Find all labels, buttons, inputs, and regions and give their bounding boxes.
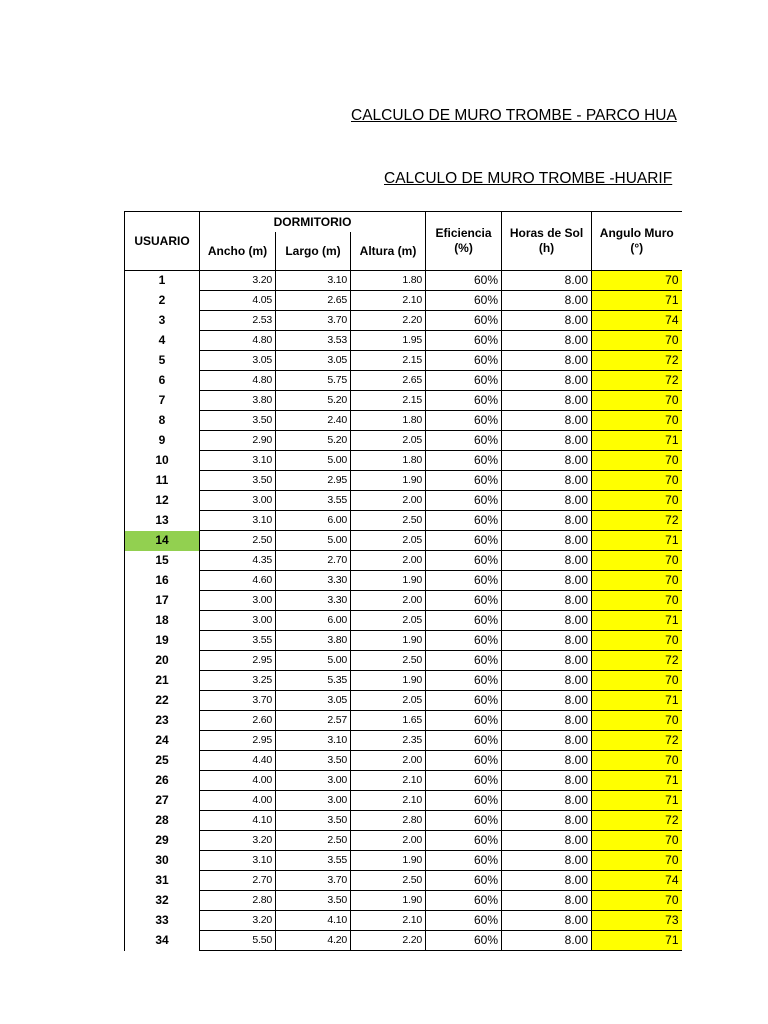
- cell-eficiencia[interactable]: 60%: [426, 911, 502, 931]
- cell-largo[interactable]: 4.10: [276, 911, 351, 931]
- cell-eficiencia[interactable]: 60%: [426, 891, 502, 911]
- table-row: [125, 491, 682, 511]
- cell-largo[interactable]: 6.00: [276, 611, 351, 631]
- cell-ancho[interactable]: 3.05: [200, 351, 276, 371]
- cell-angulo[interactable]: 71: [592, 771, 682, 791]
- cell-angulo[interactable]: 73: [592, 911, 682, 931]
- cell-horas[interactable]: 8.00: [502, 411, 592, 431]
- cell-horas[interactable]: 8.00: [502, 371, 592, 391]
- cell-altura[interactable]: 2.20: [351, 931, 426, 951]
- cell-usuario[interactable]: 8: [125, 411, 200, 431]
- cell-horas[interactable]: 8.00: [502, 751, 592, 771]
- cell-angulo[interactable]: 72: [592, 511, 682, 531]
- table-row: [125, 631, 682, 651]
- cell-horas[interactable]: 8.00: [502, 791, 592, 811]
- cell-angulo[interactable]: 70: [592, 411, 682, 431]
- cell-largo[interactable]: 3.00: [276, 791, 351, 811]
- cell-angulo[interactable]: 70: [592, 751, 682, 771]
- cell-largo[interactable]: 4.20: [276, 931, 351, 951]
- cell-ancho[interactable]: 3.50: [200, 411, 276, 431]
- cell-horas[interactable]: 8.00: [502, 671, 592, 691]
- table-row: [125, 591, 682, 611]
- cell-angulo[interactable]: 71: [592, 291, 682, 311]
- cell-angulo[interactable]: 74: [592, 871, 682, 891]
- cell-eficiencia[interactable]: 60%: [426, 731, 502, 751]
- table-row: [125, 791, 682, 811]
- header-usuario[interactable]: USUARIO: [125, 212, 200, 271]
- cell-largo[interactable]: 2.65: [276, 291, 351, 311]
- table-row: [125, 311, 682, 331]
- cell-altura[interactable]: 2.05: [351, 611, 426, 631]
- table-row: [125, 771, 682, 791]
- cell-usuario[interactable]: 34: [125, 931, 200, 951]
- table-row: [125, 271, 682, 291]
- table-row: [125, 711, 682, 731]
- header-dormitorio[interactable]: DORMITORIO: [200, 212, 426, 233]
- cell-angulo[interactable]: 70: [592, 451, 682, 471]
- cell-ancho[interactable]: 4.60: [200, 571, 276, 591]
- cell-ancho[interactable]: 4.00: [200, 791, 276, 811]
- table-row: [125, 551, 682, 571]
- cell-eficiencia[interactable]: 60%: [426, 331, 502, 351]
- cell-angulo[interactable]: 72: [592, 651, 682, 671]
- cell-horas[interactable]: 8.00: [502, 871, 592, 891]
- table-row: [125, 811, 682, 831]
- cell-angulo[interactable]: 71: [592, 431, 682, 451]
- cell-ancho[interactable]: 4.05: [200, 291, 276, 311]
- table-row: [125, 911, 682, 931]
- cell-ancho[interactable]: 3.10: [200, 851, 276, 871]
- cell-largo[interactable]: 2.70: [276, 551, 351, 571]
- cell-largo[interactable]: 3.30: [276, 571, 351, 591]
- cell-ancho[interactable]: 3.20: [200, 271, 276, 291]
- cell-largo[interactable]: 3.80: [276, 631, 351, 651]
- cell-horas[interactable]: 8.00: [502, 771, 592, 791]
- cell-ancho[interactable]: 3.70: [200, 691, 276, 711]
- cell-altura[interactable]: 2.20: [351, 311, 426, 331]
- cell-largo[interactable]: 5.20: [276, 391, 351, 411]
- cell-usuario[interactable]: 21: [125, 671, 200, 691]
- cell-usuario[interactable]: 12: [125, 491, 200, 511]
- cell-largo[interactable]: 5.00: [276, 531, 351, 551]
- cell-ancho[interactable]: 3.00: [200, 591, 276, 611]
- cell-usuario[interactable]: 19: [125, 631, 200, 651]
- cell-eficiencia[interactable]: 60%: [426, 411, 502, 431]
- cell-usuario[interactable]: 1: [125, 271, 200, 291]
- cell-largo[interactable]: 3.53: [276, 331, 351, 351]
- cell-ancho[interactable]: 3.80: [200, 391, 276, 411]
- cell-largo[interactable]: 5.00: [276, 451, 351, 471]
- cell-altura[interactable]: 2.10: [351, 291, 426, 311]
- cell-horas[interactable]: 8.00: [502, 911, 592, 931]
- cell-angulo[interactable]: 70: [592, 391, 682, 411]
- cell-altura[interactable]: 2.00: [351, 751, 426, 771]
- cell-usuario[interactable]: 18: [125, 611, 200, 631]
- cell-eficiencia[interactable]: 60%: [426, 771, 502, 791]
- table-row: [125, 871, 682, 891]
- table-row: [125, 731, 682, 751]
- cell-angulo[interactable]: 70: [592, 571, 682, 591]
- table-row: [125, 831, 682, 851]
- cell-altura[interactable]: 1.90: [351, 471, 426, 491]
- cell-angulo[interactable]: 70: [592, 831, 682, 851]
- cell-eficiencia[interactable]: 60%: [426, 471, 502, 491]
- table-row: [125, 431, 682, 451]
- cell-eficiencia[interactable]: 60%: [426, 271, 502, 291]
- cell-horas[interactable]: 8.00: [502, 571, 592, 591]
- header-angulo-muro[interactable]: Angulo Muro (°): [592, 212, 682, 271]
- cell-altura[interactable]: 1.90: [351, 671, 426, 691]
- cell-usuario[interactable]: 22: [125, 691, 200, 711]
- cell-horas[interactable]: 8.00: [502, 931, 592, 951]
- cell-ancho[interactable]: 3.25: [200, 671, 276, 691]
- cell-usuario[interactable]: 2: [125, 291, 200, 311]
- cell-largo[interactable]: 3.70: [276, 311, 351, 331]
- cell-largo[interactable]: 3.05: [276, 691, 351, 711]
- table-row: [125, 331, 682, 351]
- cell-angulo[interactable]: 70: [592, 331, 682, 351]
- cell-usuario[interactable]: 24: [125, 731, 200, 751]
- cell-altura[interactable]: 2.65: [351, 371, 426, 391]
- cell-ancho[interactable]: 3.20: [200, 831, 276, 851]
- cell-angulo[interactable]: 71: [592, 531, 682, 551]
- cell-horas[interactable]: 8.00: [502, 811, 592, 831]
- table-row: [125, 531, 682, 551]
- cell-ancho[interactable]: 4.80: [200, 331, 276, 351]
- cell-horas[interactable]: 8.00: [502, 291, 592, 311]
- cell-eficiencia[interactable]: 60%: [426, 391, 502, 411]
- cell-angulo[interactable]: 70: [592, 271, 682, 291]
- cell-usuario[interactable]: 11: [125, 471, 200, 491]
- cell-angulo[interactable]: 70: [592, 591, 682, 611]
- cell-eficiencia[interactable]: 60%: [426, 691, 502, 711]
- cell-altura[interactable]: 1.90: [351, 891, 426, 911]
- cell-ancho[interactable]: 3.00: [200, 491, 276, 511]
- cell-ancho[interactable]: 4.80: [200, 371, 276, 391]
- cell-usuario[interactable]: 10: [125, 451, 200, 471]
- cell-eficiencia[interactable]: 60%: [426, 931, 502, 951]
- cell-altura[interactable]: 2.00: [351, 831, 426, 851]
- cell-usuario[interactable]: 28: [125, 811, 200, 831]
- table-row: [125, 511, 682, 531]
- cell-usuario[interactable]: 17: [125, 591, 200, 611]
- cell-eficiencia[interactable]: 60%: [426, 851, 502, 871]
- cell-angulo[interactable]: 74: [592, 311, 682, 331]
- table-row: [125, 651, 682, 671]
- cell-angulo[interactable]: 72: [592, 811, 682, 831]
- cell-horas[interactable]: 8.00: [502, 611, 592, 631]
- cell-angulo[interactable]: 72: [592, 371, 682, 391]
- sheet-subtitle: CALCULO DE MURO TROMBE -HUARIF: [384, 170, 673, 187]
- cell-altura[interactable]: 2.50: [351, 871, 426, 891]
- cell-horas[interactable]: 8.00: [502, 551, 592, 571]
- cell-horas[interactable]: 8.00: [502, 531, 592, 551]
- cell-eficiencia[interactable]: 60%: [426, 871, 502, 891]
- cell-largo[interactable]: 5.75: [276, 371, 351, 391]
- cell-usuario[interactable]: 13: [125, 511, 200, 531]
- cell-altura[interactable]: 2.50: [351, 651, 426, 671]
- cell-eficiencia[interactable]: 60%: [426, 591, 502, 611]
- cell-altura[interactable]: 2.15: [351, 391, 426, 411]
- cell-horas[interactable]: 8.00: [502, 631, 592, 651]
- cell-altura[interactable]: 2.05: [351, 431, 426, 451]
- cell-largo[interactable]: 6.00: [276, 511, 351, 531]
- table-row: [125, 391, 682, 411]
- cell-usuario[interactable]: 7: [125, 391, 200, 411]
- cell-eficiencia[interactable]: 60%: [426, 291, 502, 311]
- table-body: [125, 271, 682, 951]
- cell-eficiencia[interactable]: 60%: [426, 791, 502, 811]
- cell-eficiencia[interactable]: 60%: [426, 751, 502, 771]
- table-row: [125, 291, 682, 311]
- cell-angulo[interactable]: 70: [592, 631, 682, 651]
- cell-ancho[interactable]: 4.10: [200, 811, 276, 831]
- cell-largo[interactable]: 5.35: [276, 671, 351, 691]
- cell-largo[interactable]: 2.95: [276, 471, 351, 491]
- table-row: [125, 671, 682, 691]
- cell-usuario[interactable]: 30: [125, 851, 200, 871]
- cell-altura[interactable]: 1.80: [351, 411, 426, 431]
- cell-eficiencia[interactable]: 60%: [426, 711, 502, 731]
- cell-horas[interactable]: 8.00: [502, 831, 592, 851]
- table-row: [125, 371, 682, 391]
- table-row: [125, 471, 682, 491]
- cell-usuario[interactable]: 33: [125, 911, 200, 931]
- table-row: [125, 451, 682, 471]
- cell-angulo[interactable]: 71: [592, 791, 682, 811]
- cell-altura[interactable]: 2.80: [351, 811, 426, 831]
- cell-ancho[interactable]: 2.95: [200, 651, 276, 671]
- cell-altura[interactable]: 2.00: [351, 551, 426, 571]
- cell-ancho[interactable]: 2.53: [200, 311, 276, 331]
- cell-usuario[interactable]: 23: [125, 711, 200, 731]
- cell-usuario[interactable]: 5: [125, 351, 200, 371]
- cell-largo[interactable]: 3.05: [276, 351, 351, 371]
- cell-ancho[interactable]: 2.90: [200, 431, 276, 451]
- cell-altura[interactable]: 2.35: [351, 731, 426, 751]
- cell-usuario[interactable]: 31: [125, 871, 200, 891]
- cell-altura[interactable]: 1.95: [351, 331, 426, 351]
- cell-altura[interactable]: 2.10: [351, 911, 426, 931]
- cell-eficiencia[interactable]: 60%: [426, 571, 502, 591]
- cell-ancho[interactable]: 4.40: [200, 751, 276, 771]
- cell-eficiencia[interactable]: 60%: [426, 811, 502, 831]
- table-row: [125, 411, 682, 431]
- cell-horas[interactable]: 8.00: [502, 431, 592, 451]
- table-row: [125, 891, 682, 911]
- cell-eficiencia[interactable]: 60%: [426, 531, 502, 551]
- cell-altura[interactable]: 2.10: [351, 771, 426, 791]
- cell-ancho[interactable]: 3.10: [200, 511, 276, 531]
- cell-largo[interactable]: 3.50: [276, 751, 351, 771]
- sheet-title: CALCULO DE MURO TROMBE - PARCO HUA: [351, 107, 677, 124]
- cell-usuario[interactable]: 26: [125, 771, 200, 791]
- cell-horas[interactable]: 8.00: [502, 651, 592, 671]
- cell-horas[interactable]: 8.00: [502, 491, 592, 511]
- cell-altura[interactable]: 2.05: [351, 531, 426, 551]
- cell-ancho[interactable]: 3.50: [200, 471, 276, 491]
- cell-largo[interactable]: 3.55: [276, 851, 351, 871]
- table-row: [125, 851, 682, 871]
- cell-ancho[interactable]: 4.00: [200, 771, 276, 791]
- cell-angulo[interactable]: 71: [592, 611, 682, 631]
- table-row: [125, 571, 682, 591]
- cell-largo[interactable]: 2.57: [276, 711, 351, 731]
- cell-horas[interactable]: 8.00: [502, 891, 592, 911]
- cell-eficiencia[interactable]: 60%: [426, 371, 502, 391]
- cell-largo[interactable]: 2.50: [276, 831, 351, 851]
- cell-usuario[interactable]: 4: [125, 331, 200, 351]
- cell-altura[interactable]: 2.10: [351, 791, 426, 811]
- cell-angulo[interactable]: 70: [592, 551, 682, 571]
- cell-usuario[interactable]: 20: [125, 651, 200, 671]
- cell-largo[interactable]: 3.70: [276, 871, 351, 891]
- cell-horas[interactable]: 8.00: [502, 471, 592, 491]
- cell-angulo[interactable]: 70: [592, 471, 682, 491]
- cell-horas[interactable]: 8.00: [502, 311, 592, 331]
- cell-ancho[interactable]: 3.55: [200, 631, 276, 651]
- cell-altura[interactable]: 2.00: [351, 491, 426, 511]
- cell-eficiencia[interactable]: 60%: [426, 611, 502, 631]
- cell-horas[interactable]: 8.00: [502, 591, 592, 611]
- cell-eficiencia[interactable]: 60%: [426, 671, 502, 691]
- header-ancho[interactable]: Ancho (m): [200, 232, 276, 271]
- cell-usuario[interactable]: 25: [125, 751, 200, 771]
- cell-ancho[interactable]: 4.35: [200, 551, 276, 571]
- cell-usuario[interactable]: 6: [125, 371, 200, 391]
- cell-ancho[interactable]: 3.20: [200, 911, 276, 931]
- cell-eficiencia[interactable]: 60%: [426, 551, 502, 571]
- cell-usuario[interactable]: 3: [125, 311, 200, 331]
- cell-horas[interactable]: 8.00: [502, 391, 592, 411]
- cell-eficiencia[interactable]: 60%: [426, 451, 502, 471]
- cell-usuario[interactable]: 15: [125, 551, 200, 571]
- cell-eficiencia[interactable]: 60%: [426, 831, 502, 851]
- header-largo[interactable]: Largo (m): [276, 232, 351, 271]
- cell-horas[interactable]: 8.00: [502, 511, 592, 531]
- table-row: [125, 691, 682, 711]
- cell-largo[interactable]: 3.10: [276, 731, 351, 751]
- cell-angulo[interactable]: 70: [592, 671, 682, 691]
- header-eficiencia[interactable]: Eficiencia (%): [426, 212, 502, 271]
- header-horas-de-sol[interactable]: Horas de Sol (h): [502, 212, 592, 271]
- cell-ancho[interactable]: 2.95: [200, 731, 276, 751]
- cell-altura[interactable]: 1.90: [351, 851, 426, 871]
- cell-horas[interactable]: 8.00: [502, 331, 592, 351]
- cell-usuario[interactable]: 9: [125, 431, 200, 451]
- cell-largo[interactable]: 3.55: [276, 491, 351, 511]
- cell-ancho[interactable]: 2.60: [200, 711, 276, 731]
- cell-horas[interactable]: 8.00: [502, 351, 592, 371]
- cell-horas[interactable]: 8.00: [502, 691, 592, 711]
- cell-angulo[interactable]: 70: [592, 711, 682, 731]
- cell-horas[interactable]: 8.00: [502, 451, 592, 471]
- cell-largo[interactable]: 3.50: [276, 811, 351, 831]
- cell-largo[interactable]: 5.20: [276, 431, 351, 451]
- cell-altura[interactable]: 2.05: [351, 691, 426, 711]
- cell-eficiencia[interactable]: 60%: [426, 491, 502, 511]
- cell-eficiencia[interactable]: 60%: [426, 631, 502, 651]
- cell-angulo[interactable]: 72: [592, 731, 682, 751]
- cell-altura[interactable]: 2.15: [351, 351, 426, 371]
- cell-altura[interactable]: 1.90: [351, 571, 426, 591]
- cell-horas[interactable]: 8.00: [502, 731, 592, 751]
- table-row: [125, 351, 682, 371]
- cell-ancho[interactable]: 2.80: [200, 891, 276, 911]
- cell-horas[interactable]: 8.00: [502, 711, 592, 731]
- cell-altura[interactable]: 2.50: [351, 511, 426, 531]
- cell-altura[interactable]: 2.00: [351, 591, 426, 611]
- cell-largo[interactable]: 3.50: [276, 891, 351, 911]
- table-row: [125, 611, 682, 631]
- cell-angulo[interactable]: 72: [592, 351, 682, 371]
- cell-usuario[interactable]: 27: [125, 791, 200, 811]
- cell-altura[interactable]: 1.80: [351, 451, 426, 471]
- table-row: [125, 931, 682, 951]
- cell-eficiencia[interactable]: 60%: [426, 351, 502, 371]
- cell-largo[interactable]: 3.00: [276, 771, 351, 791]
- cell-eficiencia[interactable]: 60%: [426, 511, 502, 531]
- cell-ancho[interactable]: 2.50: [200, 531, 276, 551]
- muro-trombe-table: [124, 211, 682, 951]
- table-row: [125, 751, 682, 771]
- cell-altura[interactable]: 1.90: [351, 631, 426, 651]
- cell-horas[interactable]: 8.00: [502, 271, 592, 291]
- cell-usuario[interactable]: 32: [125, 891, 200, 911]
- cell-eficiencia[interactable]: 60%: [426, 311, 502, 331]
- cell-altura[interactable]: 1.80: [351, 271, 426, 291]
- cell-largo[interactable]: 3.10: [276, 271, 351, 291]
- cell-usuario[interactable]: 16: [125, 571, 200, 591]
- cell-usuario[interactable]: 29: [125, 831, 200, 851]
- header-altura[interactable]: Altura (m): [351, 232, 426, 271]
- cell-horas[interactable]: 8.00: [502, 851, 592, 871]
- cell-ancho[interactable]: 2.70: [200, 871, 276, 891]
- cell-angulo[interactable]: 70: [592, 491, 682, 511]
- cell-largo[interactable]: 2.40: [276, 411, 351, 431]
- cell-angulo[interactable]: 70: [592, 851, 682, 871]
- cell-altura[interactable]: 1.65: [351, 711, 426, 731]
- cell-angulo[interactable]: 71: [592, 931, 682, 951]
- cell-largo[interactable]: 3.30: [276, 591, 351, 611]
- cell-usuario[interactable]: 14: [125, 531, 200, 551]
- cell-ancho[interactable]: 5.50: [200, 931, 276, 951]
- cell-angulo[interactable]: 70: [592, 891, 682, 911]
- cell-eficiencia[interactable]: 60%: [426, 651, 502, 671]
- cell-ancho[interactable]: 3.10: [200, 451, 276, 471]
- cell-eficiencia[interactable]: 60%: [426, 431, 502, 451]
- cell-largo[interactable]: 5.00: [276, 651, 351, 671]
- cell-angulo[interactable]: 71: [592, 691, 682, 711]
- cell-ancho[interactable]: 3.00: [200, 611, 276, 631]
